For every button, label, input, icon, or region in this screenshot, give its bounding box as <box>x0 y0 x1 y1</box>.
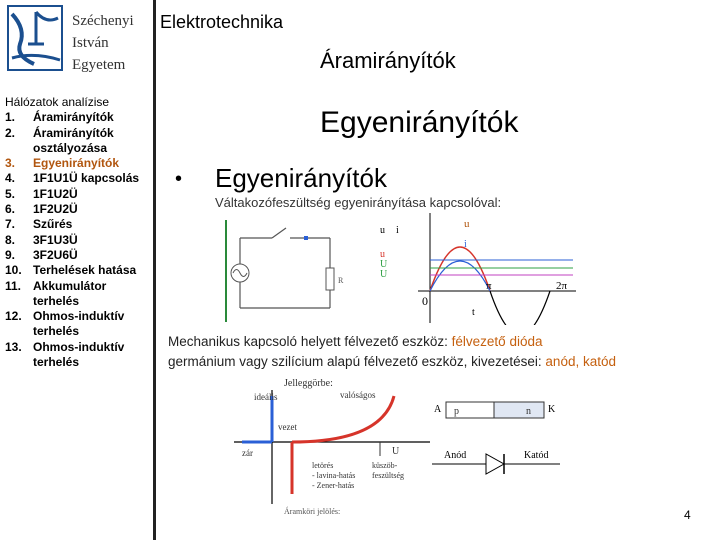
sidebar-item-number: 13. <box>5 339 22 354</box>
university-name-line1: Széchenyi <box>72 13 134 29</box>
university-logo <box>6 4 66 74</box>
sidebar-nav <box>5 95 150 370</box>
sidebar-item[interactable] <box>5 309 150 340</box>
label-i-axis: i <box>396 225 399 236</box>
sidebar-item-label: Egyenirányítók <box>33 156 120 171</box>
waveform-diagram <box>378 213 578 325</box>
label-p: p <box>454 406 459 417</box>
sidebar-item[interactable] <box>5 171 150 186</box>
diode-characteristic-chart <box>232 376 432 524</box>
mech-line-1: Mechanikus kapcsoló helyett félvezető eszköz: félvezető dióda <box>168 334 543 349</box>
topic-title: Áramirányítók <box>320 48 456 73</box>
sidebar-item-number: 7. <box>5 217 16 232</box>
label-i-peak: i <box>464 239 467 250</box>
label-cathode: Katód <box>524 450 549 461</box>
sidebar-item-label: Ohmos-induktív terhelés <box>33 339 125 370</box>
label-threshold-2: feszültség <box>372 471 404 480</box>
sidebar-item-number: 1. <box>5 110 16 125</box>
label-conducts: vezet <box>278 422 297 432</box>
load-label: R <box>338 276 344 285</box>
label-t: t <box>472 307 475 318</box>
sidebar-items <box>5 110 150 370</box>
sidebar-item[interactable] <box>5 263 150 278</box>
sidebar-item-number: 6. <box>5 202 16 217</box>
label-n: n <box>526 406 531 417</box>
sidebar-item[interactable] <box>5 126 150 157</box>
sidebar-item-number: 2. <box>5 125 16 140</box>
chart-title: Jelleggörbe: <box>284 378 333 389</box>
sidebar-item[interactable] <box>5 248 150 263</box>
label-A: A <box>434 404 442 415</box>
sidebar-item-label: 3F2U6Ü <box>33 247 78 262</box>
label-anode: Anód <box>444 450 467 461</box>
label-U-1: U <box>380 259 388 270</box>
mech-line-2: germánium vagy szilícium alapú félvezető eszköz, kivezetései: anód, katód <box>168 354 616 369</box>
sidebar-item-label: 1F1U2Ü <box>33 186 78 201</box>
university-name-line3: Egyetem <box>72 57 126 73</box>
sidebar-item[interactable] <box>5 233 150 248</box>
switch-circuit-diagram <box>220 218 375 323</box>
sidebar-item-label: Akkumulátor terhelés <box>33 278 107 308</box>
label-2pi: 2π <box>556 280 568 292</box>
label-u-peak: u <box>464 218 470 230</box>
sidebar-item-number: 9. <box>5 247 16 262</box>
label-u-eff: u <box>380 249 385 260</box>
vertical-divider <box>153 0 156 540</box>
sidebar-item-label: 1F1U1Ü kapcsolás <box>33 171 140 186</box>
bullet: • <box>175 168 183 190</box>
label-ideal: ideális <box>254 392 278 402</box>
label-U: U <box>392 446 400 457</box>
mechanical-switch-text <box>168 332 708 372</box>
sidebar-item[interactable] <box>5 217 150 232</box>
label-blocks: zár <box>242 448 253 458</box>
slide-heading: Egyenirányítók <box>320 106 519 139</box>
sidebar-item-label: 3F1U3Ü <box>33 232 78 247</box>
slide-subheading: Egyenirányítók <box>215 163 387 193</box>
label-real: valóságos <box>340 390 376 400</box>
highlight-diode: félvezető dióda <box>451 334 543 349</box>
label-breakdown: letörés <box>312 461 334 470</box>
label-zero: 0 <box>422 294 428 308</box>
label-avalanche: - lavina-hatás <box>312 471 356 480</box>
sidebar-item[interactable] <box>5 279 150 310</box>
highlight-terminals: anód, katód <box>545 354 616 369</box>
sidebar-item-label: 1F2U2Ü <box>33 202 78 217</box>
sidebar-item-number: 5. <box>5 186 16 201</box>
sidebar-item-label: Ohmos-induktív terhelés <box>33 309 125 339</box>
label-zener: - Zener-hatás <box>312 481 355 490</box>
course-title: Elektrotechnika <box>160 12 284 32</box>
label-pi: π <box>486 280 492 292</box>
sidebar-item-number: 8. <box>5 232 16 247</box>
label-u-axis: u <box>380 225 385 236</box>
label-threshold-1: küszöb- <box>372 461 398 470</box>
sidebar-item-label: Áramirányítók <box>33 110 114 125</box>
diode-symbol-diagram <box>430 396 570 486</box>
label-U-2: U <box>380 269 388 280</box>
sidebar-item-number: 3. <box>5 156 16 171</box>
description-text: Váltakozófeszültség egyenirányítása kapcsolóval: <box>215 195 502 210</box>
sidebar-item-label: Terhelések hatása <box>33 263 137 278</box>
sidebar-item[interactable] <box>5 187 150 202</box>
sidebar-item-label: Szűrés <box>33 217 73 232</box>
university-name-line2: István <box>72 35 109 51</box>
sidebar-item-label: Áramirányítók osztályozása <box>33 125 114 155</box>
chart-footer: Áramköri jelölés: <box>284 507 341 516</box>
sidebar-item[interactable] <box>5 340 150 371</box>
sidebar-item[interactable] <box>5 202 150 217</box>
sidebar-item-number: 11. <box>5 278 22 293</box>
sidebar-title: Hálózatok analízise <box>5 95 110 109</box>
sidebar-item-number: 10. <box>5 263 22 278</box>
page-number: 4 <box>684 508 691 522</box>
sidebar-item-number: 4. <box>5 171 16 186</box>
sidebar-item-number: 12. <box>5 309 22 324</box>
label-K: K <box>548 404 556 415</box>
sidebar-item[interactable] <box>5 110 150 125</box>
sidebar-item[interactable] <box>5 156 150 171</box>
